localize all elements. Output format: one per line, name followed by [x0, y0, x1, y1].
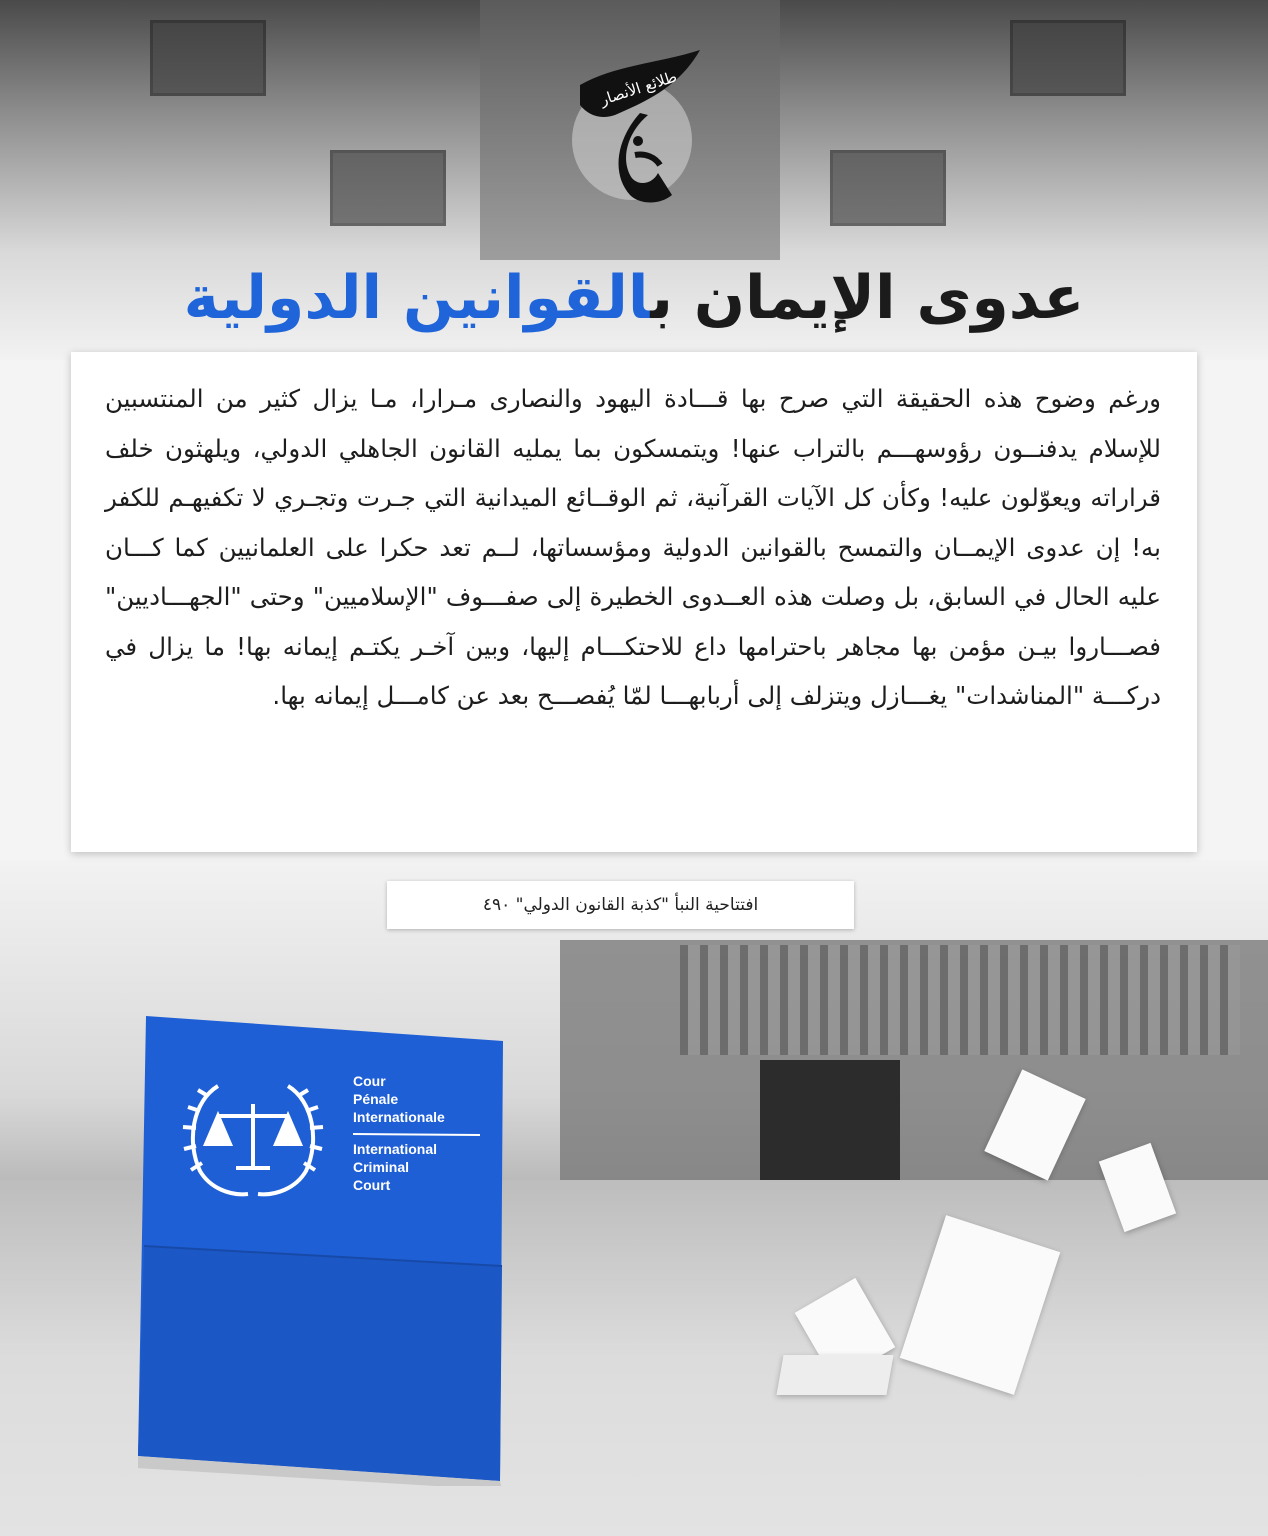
court-building-facade [680, 945, 1240, 1055]
kalima-flag-logo-icon [560, 45, 710, 205]
paper-stack [776, 1355, 893, 1395]
sign-line-international: International [353, 1141, 438, 1157]
article-card [71, 352, 1197, 852]
article-text: ورغم وضوح هذه الحقيقة التي صرح بها قـــادة اليهود والنصارى مـرارا، مـا يزال كثير من المنتسبين للإسلام يدفنــون رؤوسهـــم بالتراب عنها! ويتمسكون بما يمليه القانون الجاهلي الدولي، ويلهثون خلف قراراته ويعوّلون عليه! وكأن كل الآيات القرآنية، ثم الوقــائع الميدانية التي جـرت وتجـري لا تكفيهـم للكفر به! إن عدوى الإيمــان والتمسح بالقوانين الدولية ومؤسساتها، لــم تعد حكرا على العلمانيين كما كـــان عليه الحال في السابق، بل وصلت هذه العــدوى الخطيرة إلى صفـــوف "الإسلاميين" وحتى "الجهـــاديين" فصـــاروا بيـن مؤمن بها مجاهر باحترامها داع للاحتكـــام إليها، وبين آخـر يكتـم إيمانه بها! ما يزال في دركـــة "المناشدات" يغـــازل ويتزلف إلى أربابهـــا لمّا يُفصـــح بعد عن كامـــل إيمانه بها. [105, 384, 1161, 710]
logo-text: طلائع الأنصار [597, 67, 680, 110]
source-caption-text: افتتاحية النبأ "كذبة القانون الدولي" ٤٩٠ [482, 895, 759, 915]
hall-screen [1010, 20, 1126, 96]
sign-line-penale: Pénale [353, 1091, 399, 1107]
sign-line-cour: Cour [353, 1073, 386, 1089]
sign-divider [353, 1134, 480, 1135]
icc-sign [138, 1016, 510, 1486]
court-entrance [760, 1060, 900, 1180]
title-dark-part: عدوى الإيمان ب [650, 263, 1085, 333]
sign-line-internationale: Internationale [353, 1109, 445, 1125]
sign-line-court: Court [353, 1177, 391, 1193]
title-blue-part: القوانين الدولية [183, 263, 651, 333]
hall-screen [330, 150, 446, 226]
source-caption [387, 881, 854, 929]
page-title [0, 258, 1268, 338]
hall-screen [830, 150, 946, 226]
sign-line-criminal: Criminal [353, 1159, 410, 1175]
hall-screen [150, 20, 266, 96]
